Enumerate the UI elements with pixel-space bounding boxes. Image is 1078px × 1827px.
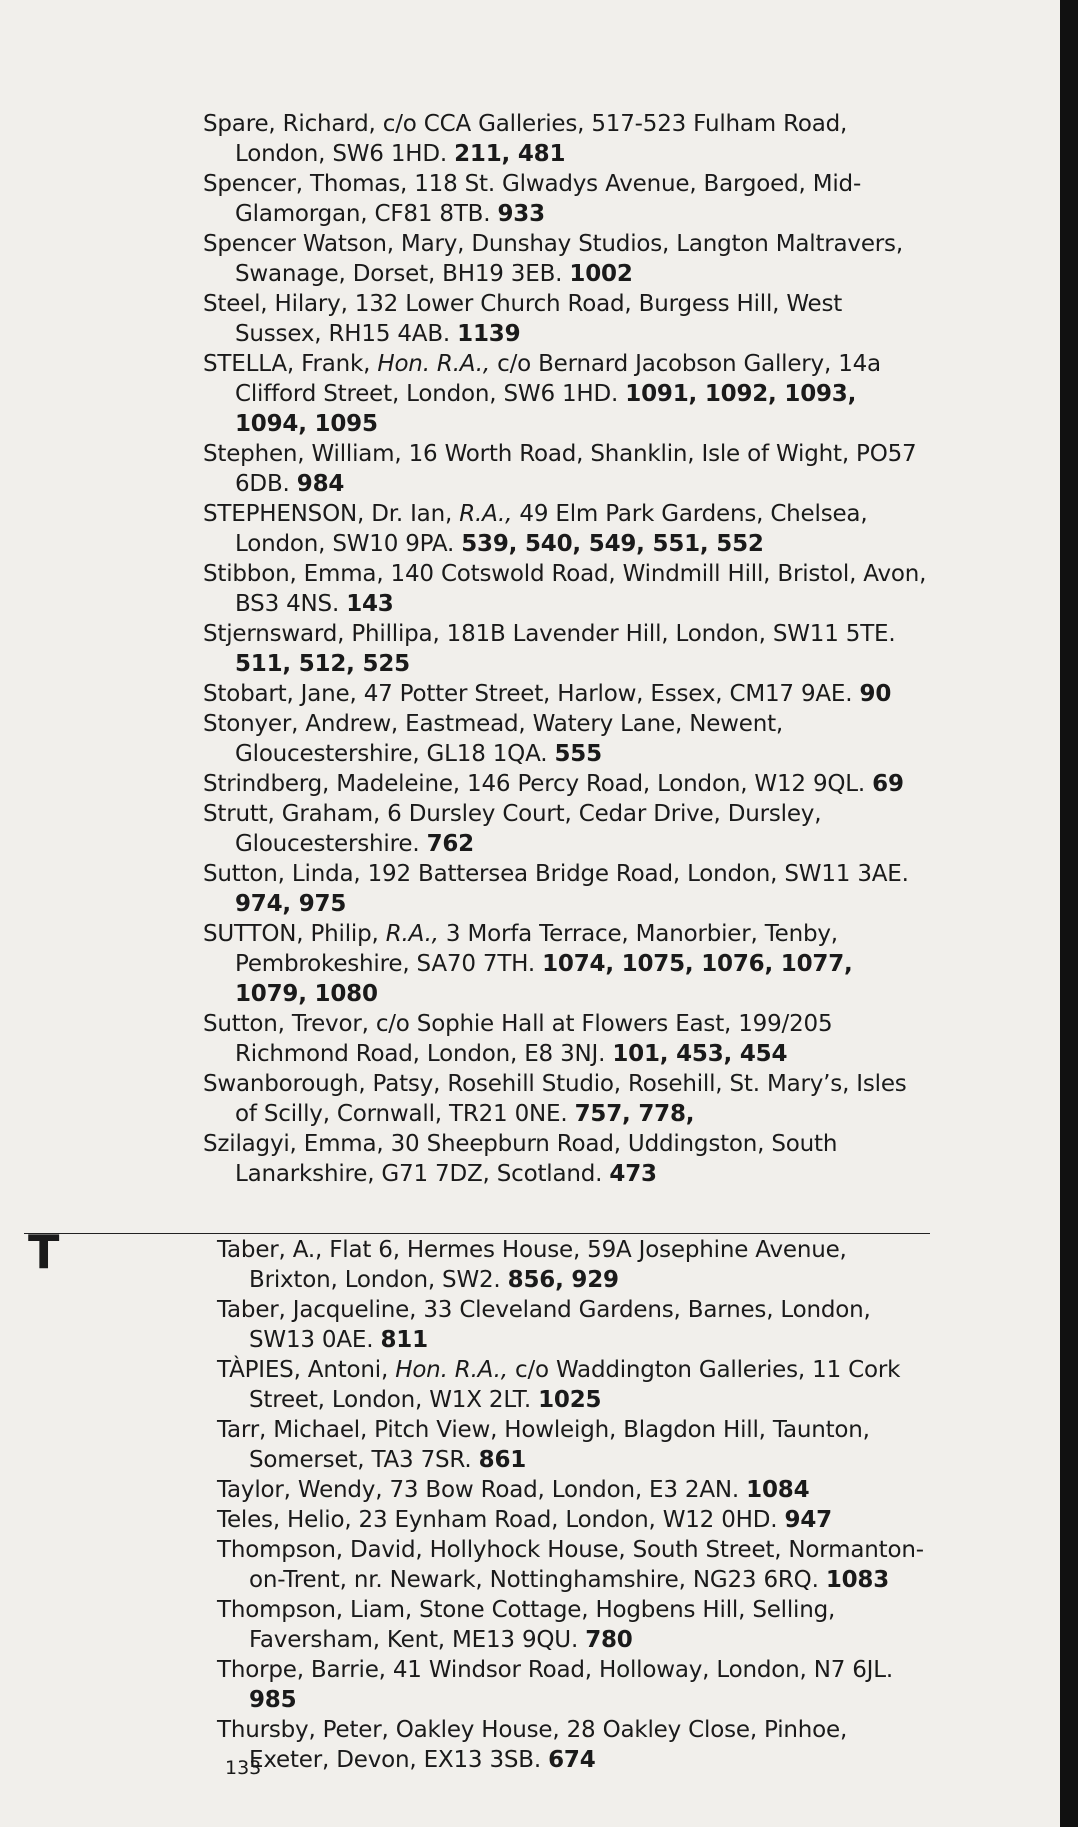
entry-catalogue-numbers: 1025 [538, 1387, 602, 1413]
entry-catalogue-numbers: 143 [346, 591, 394, 617]
entry-address: Teles, Helio, 23 Eynham Road, London, W12 0HD. [217, 1507, 778, 1533]
entry-address: Strindberg, Madeleine, 146 Percy Road, London, W12 9QL. [203, 771, 866, 797]
entry-catalogue-numbers: 757, 778, [574, 1101, 695, 1127]
directory-entry [203, 349, 928, 439]
entry-catalogue-numbers: 90 [859, 681, 892, 707]
entry-catalogue-numbers: 762 [426, 831, 474, 857]
entry-address: c/o Bernard Jacobson Gallery, 14a Clifford Street, London, SW6 1HD. [235, 351, 881, 407]
entry-address: Thursby, Peter, Oakley House, 28 Oakley Close, Pinhoe, Exeter, Devon, EX13 3SB. [217, 1717, 848, 1773]
entry-address: Spare, Richard, c/o CCA Galleries, 517-523 Fulham Road, London, SW6 1HD. [203, 111, 848, 167]
directory-entry [203, 169, 928, 229]
directory-entry [203, 919, 928, 1009]
entry-address: c/o Waddington Galleries, 11 Cork Street, London, W1X 2LT. [249, 1357, 901, 1413]
entry-address: Taber, A., Flat 6, Hermes House, 59A Josephine Avenue, Brixton, London, SW2. [217, 1237, 847, 1293]
entry-honorific: R.A., [459, 501, 513, 527]
page-number: 133 [225, 1757, 262, 1779]
entry-address: Stobart, Jane, 47 Potter Street, Harlow, Essex, CM17 9AE. [203, 681, 853, 707]
entry-address: Stjernsward, Phillipa, 181B Lavender Hill, London, SW11 5TE. [203, 621, 896, 647]
directory-entry [203, 1069, 928, 1129]
section-divider [24, 1233, 930, 1234]
entry-catalogue-numbers: 674 [548, 1747, 596, 1773]
entry-catalogue-numbers: 1091, 1092, 1093, 1094, 1095 [235, 381, 857, 437]
directory-entry [217, 1595, 931, 1655]
directory-entry [217, 1715, 931, 1775]
entry-catalogue-numbers: 555 [554, 741, 602, 767]
directory-entry [217, 1655, 931, 1715]
directory-entry [203, 1129, 928, 1189]
section-s-entries [203, 109, 928, 1189]
entry-address: Stonyer, Andrew, Eastmead, Watery Lane, Newent, Gloucestershire, GL18 1QA. [203, 711, 784, 767]
directory-entry [217, 1355, 931, 1415]
directory-entry [203, 229, 928, 289]
directory-entry [203, 439, 928, 499]
entry-name: SUTTON, Philip, [203, 921, 379, 947]
entry-address: Spencer, Thomas, 118 St. Glwadys Avenue, Bargoed, Mid-Glamorgan, CF81 8TB. [203, 171, 862, 227]
directory-entry [203, 289, 928, 349]
entry-catalogue-numbers: 780 [585, 1627, 633, 1653]
entry-address: Taylor, Wendy, 73 Bow Road, London, E3 2AN. [217, 1477, 740, 1503]
entry-catalogue-numbers: 984 [296, 471, 345, 497]
entry-name: STEPHENSON, Dr. Ian, [203, 501, 453, 527]
entry-catalogue-numbers: 69 [872, 771, 904, 797]
entry-catalogue-numbers: 473 [609, 1161, 657, 1187]
entry-catalogue-numbers: 1139 [457, 321, 521, 347]
entry-address: Steel, Hilary, 132 Lower Church Road, Burgess Hill, West Sussex, RH15 4AB. [203, 291, 843, 347]
entry-address: Sutton, Trevor, c/o Sophie Hall at Flowers East, 199/205 Richmond Road, London, E8 3NJ. [203, 1011, 833, 1067]
entry-catalogue-numbers: 856, 929 [507, 1267, 619, 1293]
entry-catalogue-numbers: 211, 481 [454, 141, 566, 167]
entry-catalogue-numbers: 1074, 1075, 1076, 1077, 1079, 1080 [235, 951, 853, 1007]
directory-entry [203, 769, 928, 799]
entry-catalogue-numbers: 1084 [746, 1477, 810, 1503]
entry-honorific: Hon. R.A., [377, 351, 490, 377]
directory-entry [217, 1475, 931, 1505]
entry-catalogue-numbers: 974, 975 [235, 891, 347, 917]
directory-entry [217, 1505, 931, 1535]
entry-address: Szilagyi, Emma, 30 Sheepburn Road, Uddingston, South Lanarkshire, G71 7DZ, Scotland. [203, 1131, 838, 1187]
entry-catalogue-numbers: 811 [380, 1327, 428, 1353]
directory-entry [203, 109, 928, 169]
entry-address: Swanborough, Patsy, Rosehill Studio, Rosehill, St. Mary’s, Isles of Scilly, Cornwall, TR21 0NE. [203, 1071, 907, 1127]
entry-address: 49 Elm Park Gardens, Chelsea, London, SW10 9PA. [235, 501, 868, 557]
entry-address: Taber, Jacqueline, 33 Cleveland Gardens, Barnes, London, SW13 0AE. [217, 1297, 871, 1353]
entry-name: TÀPIES, Antoni, [217, 1357, 389, 1383]
entry-catalogue-numbers: 101, 453, 454 [612, 1041, 788, 1067]
entry-address: Thompson, Liam, Stone Cottage, Hogbens Hill, Selling, Faversham, Kent, ME13 9QU. [217, 1597, 836, 1653]
directory-entry [217, 1235, 931, 1295]
directory-entry [203, 709, 928, 769]
directory-entry [217, 1295, 931, 1355]
directory-entry [203, 859, 928, 919]
entry-catalogue-numbers: 539, 540, 549, 551, 552 [461, 531, 764, 557]
directory-entry [203, 679, 928, 709]
entry-catalogue-numbers: 947 [784, 1507, 832, 1533]
entry-catalogue-numbers: 985 [249, 1687, 297, 1713]
entry-address: Thompson, David, Hollyhock House, South Street, Normanton-on-Trent, nr. Newark, Nottinghamshire, NG23 6RQ. [217, 1537, 924, 1593]
entry-catalogue-numbers: 861 [478, 1447, 527, 1473]
directory-entry [203, 1009, 928, 1069]
entry-address: Strutt, Graham, 6 Dursley Court, Cedar Drive, Dursley, Gloucestershire. [203, 801, 822, 857]
directory-entry [203, 799, 928, 859]
entry-honorific: R.A., [385, 921, 439, 947]
directory-entry [203, 559, 928, 619]
section-t-entries [217, 1235, 931, 1775]
entry-catalogue-numbers: 1002 [569, 261, 633, 287]
entry-address: Thorpe, Barrie, 41 Windsor Road, Holloway, London, N7 6JL. [217, 1657, 893, 1683]
directory-entry [217, 1535, 931, 1595]
entry-name: STELLA, Frank, [203, 351, 371, 377]
entry-address: 3 Morfa Terrace, Manorbier, Tenby, Pembrokeshire, SA70 7TH. [235, 921, 838, 977]
entry-address: Stibbon, Emma, 140 Cotswold Road, Windmill Hill, Bristol, Avon, BS3 4NS. [203, 561, 927, 617]
entry-address: Sutton, Linda, 192 Battersea Bridge Road, London, SW11 3AE. [203, 861, 909, 887]
directory-entry [217, 1415, 931, 1475]
entry-honorific: Hon. R.A., [395, 1357, 508, 1383]
entry-catalogue-numbers: 511, 512, 525 [235, 651, 410, 677]
entry-address: Spencer Watson, Mary, Dunshay Studios, Langton Maltravers, Swanage, Dorset, BH19 3EB. [203, 231, 903, 287]
entry-catalogue-numbers: 933 [497, 201, 545, 227]
directory-entry [203, 619, 928, 679]
entry-address: Stephen, William, 16 Worth Road, Shanklin, Isle of Wight, PO57 6DB. [203, 441, 917, 497]
section-letter-t: T [28, 1225, 60, 1279]
directory-entry [203, 499, 928, 559]
entry-address: Tarr, Michael, Pitch View, Howleigh, Blagdon Hill, Taunton, Somerset, TA3 7SR. [217, 1417, 870, 1473]
entry-catalogue-numbers: 1083 [825, 1567, 890, 1593]
